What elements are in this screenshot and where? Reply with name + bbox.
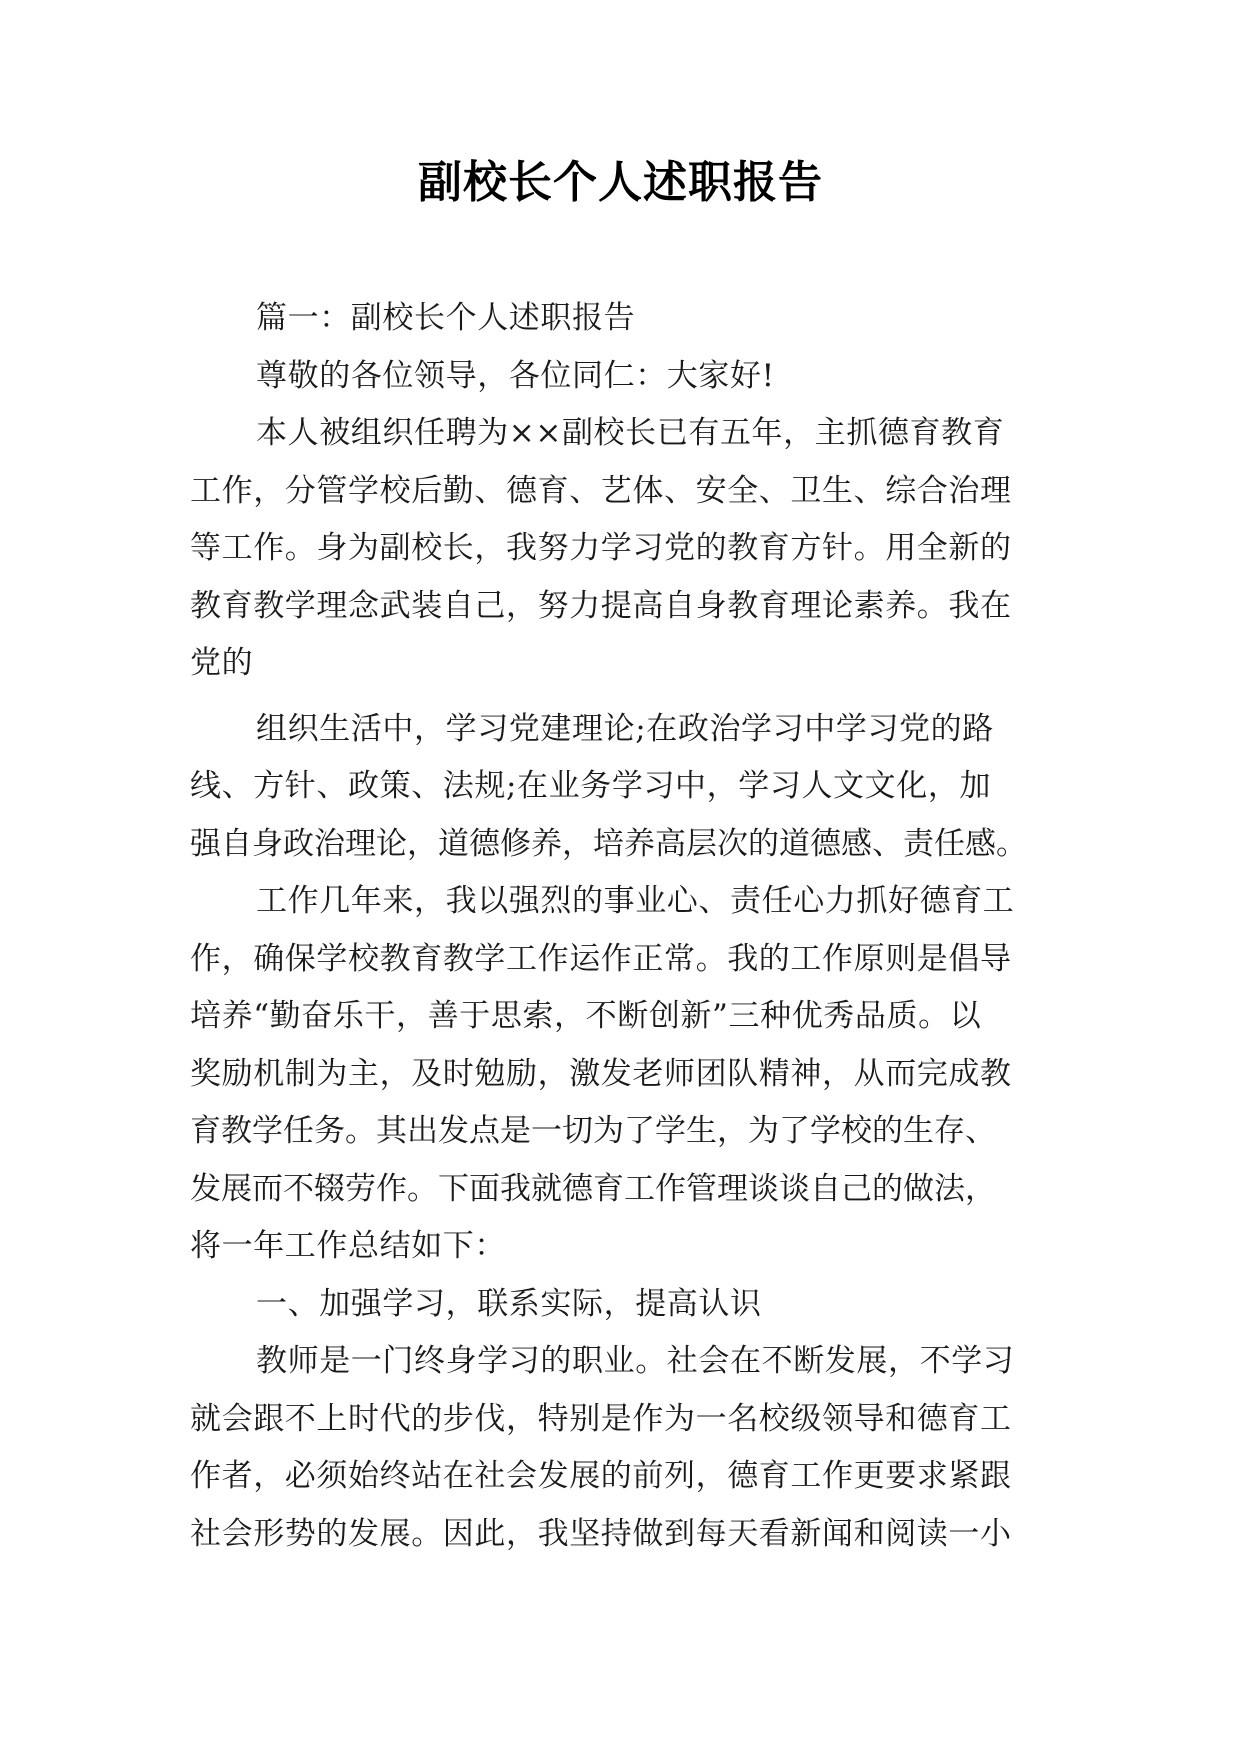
text-line: 将一年工作总结如下：: [190, 1228, 506, 1264]
text-line: 尊敬的各位领导，各位同仁：大家好!: [256, 357, 775, 394]
text-line: 培养“勤奋乐干，善于思索，不断创新”三种优秀品质。以: [190, 998, 982, 1034]
text-line: 一、加强学习，联系实际，提高认识: [256, 1285, 762, 1322]
text-line: 发展而不辍劳作。下面我就德育工作管理谈谈自己的做法，: [190, 1170, 996, 1207]
text-line: 奖励机制为主，及时勉励，激发老师团队精神，从而完成教: [190, 1055, 1012, 1092]
text-line: 本人被组织任聘为××副校长已有五年，主抓德育教育: [256, 415, 1005, 451]
text-line: 教育教学理念武装自己，努力提高自身教育理论素养。我在: [190, 587, 1012, 624]
text-line: 工作几年来，我以强烈的事业心、责任心力抓好德育工: [256, 883, 1015, 919]
text-line: 篇一：副校长个人述职报告: [256, 300, 636, 336]
text-line: 作者，必须始终站在社会发展的前列，德育工作更要求紧跟: [190, 1458, 1012, 1494]
document-body: [190, 290, 1058, 1563]
text-line: 线、方针、政策、法规;在业务学习中，学习人文文化，加: [190, 768, 992, 804]
text-line: 育教学任务。其出发点是一切为了学生，为了学校的生存、: [190, 1113, 996, 1149]
text-line: 党的: [190, 645, 254, 681]
document-title: 副校长个人述职报告: [418, 157, 823, 208]
text-line: 作，确保学校教育教学工作运作正常。我的工作原则是倡导: [190, 940, 1012, 977]
text-line: 等工作。身为副校长，我努力学习党的教育方针。用全新的: [190, 530, 1012, 566]
text-line: 就会跟不上时代的步伐，特别是作为一名校级领导和德育工: [190, 1400, 1012, 1437]
text-line: 强自身政治理论，道德修养，培养高层次的道德感、责任感。: [190, 825, 1027, 862]
text-line: 工作，分管学校后勤、德育、艺体、安全、卫生、综合治理: [190, 472, 1012, 509]
text-line: 社会形势的发展。因此，我坚持做到每天看新闻和阅读一小: [190, 1515, 1012, 1552]
text-line: 教师是一门终身学习的职业。社会在不断发展，不学习: [256, 1343, 1015, 1379]
text-line: 组织生活中，学习党建理论;在政治学习中学习党的路: [256, 710, 994, 747]
